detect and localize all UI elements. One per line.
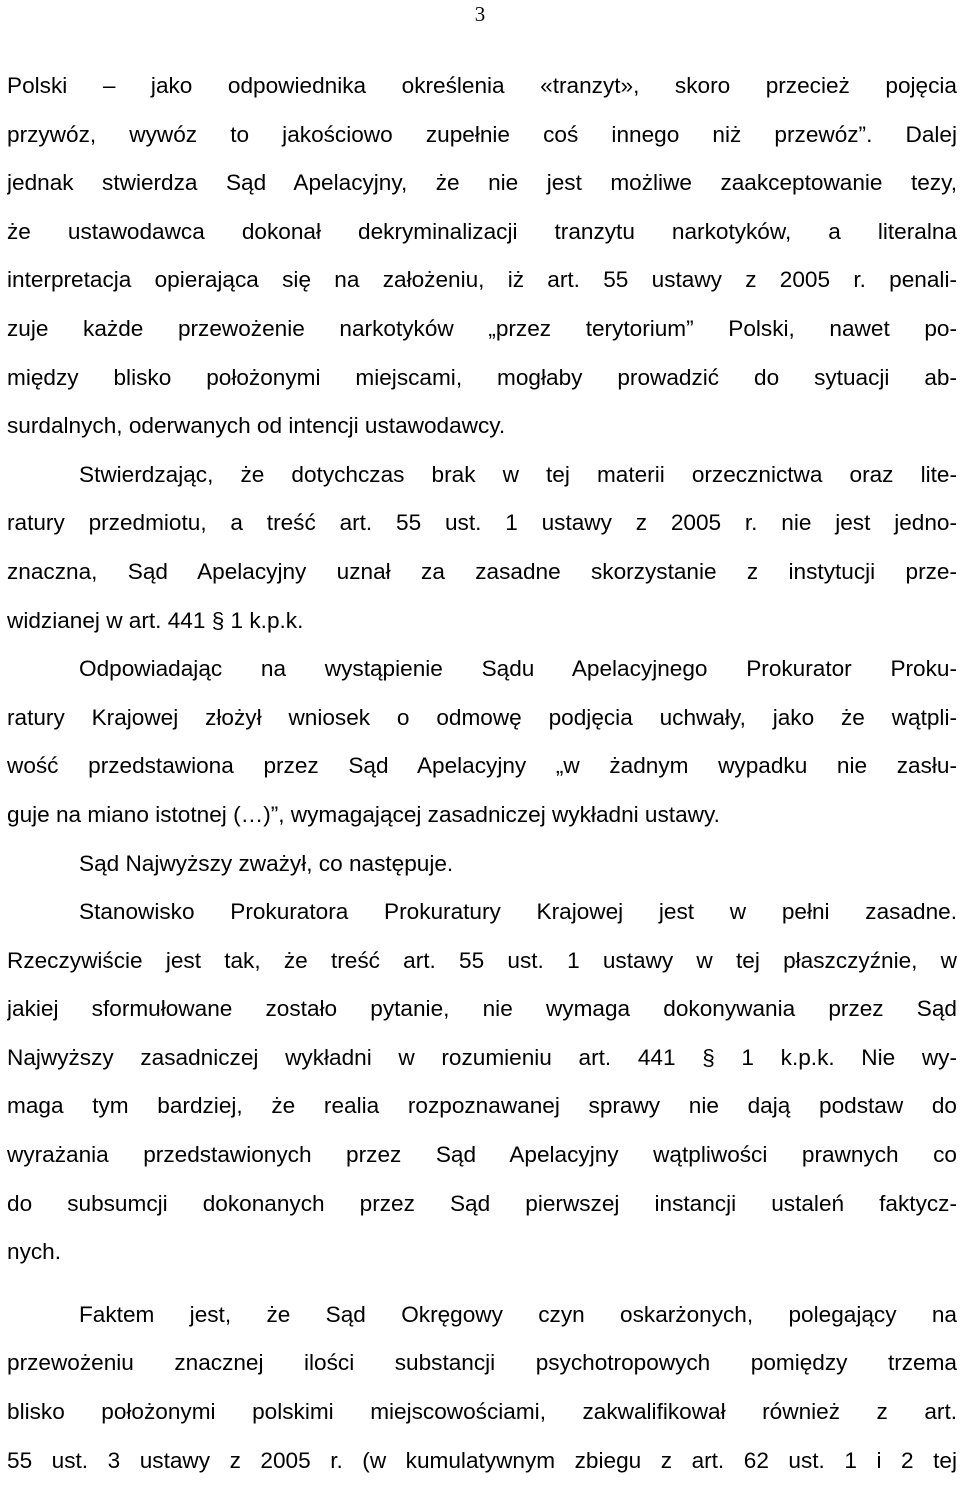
text-line: przewożeniu znacznej ilości substancji psychotropowych pomiędzy trzema bbox=[7, 1350, 957, 1376]
text-line: wość przedstawiona przez Sąd Apelacyjny „w żadnym wypadku nie zasłu- bbox=[7, 753, 957, 779]
text-line: Stanowisko Prokuratora Prokuratury Krajowej jest w pełni zasadne. bbox=[79, 899, 957, 925]
text-line: surdalnych, oderwanych od intencji ustawodawcy. bbox=[7, 413, 506, 439]
text-line: do subsumcji dokonanych przez Sąd pierwszej instancji ustaleń faktycz- bbox=[7, 1190, 957, 1216]
text-line: jakiej sformułowane zostało pytanie, nie wymaga dokonywania przez Sąd bbox=[7, 996, 957, 1022]
text-line: 55 ust. 3 ustawy z 2005 r. (w kumulatywnym zbiegu z art. 62 ust. 1 i 2 tej bbox=[7, 1447, 957, 1473]
text-line: Polski – jako odpowiednika określenia «tranzyt», skoro przecież pojęcia bbox=[7, 73, 957, 98]
text-line: Odpowiadając na wystąpienie Sądu Apelacyjnego Prokurator Proku- bbox=[79, 656, 957, 682]
text-line: że ustawodawca dokonał dekryminalizacji tranzytu narkotyków, a literalna bbox=[7, 218, 957, 244]
text-line: widzianej w art. 441 § 1 k.p.k. bbox=[7, 607, 304, 633]
text-line: ratury Krajowej złożył wniosek o odmowę podjęcia uchwały, jako że wątpli- bbox=[7, 704, 957, 730]
text-line: Rzeczywiście jest tak, że treść art. 55 ust. 1 ustawy w tej płaszczyźnie, w bbox=[7, 947, 957, 973]
text-line: Sąd Najwyższy zważył, co następuje. bbox=[79, 850, 454, 876]
text-line: Najwyższy zasadniczej wykładni w rozumieniu art. 441 § 1 k.p.k. Nie wy- bbox=[7, 1044, 957, 1070]
page-number: 3 bbox=[474, 2, 486, 26]
text-line: maga tym bardziej, że realia rozpoznawanej sprawy nie dają podstaw do bbox=[7, 1093, 957, 1119]
text-line: przywóz, wywóz to jakościowo zupełnie coś innego niż przewóz”. Dalej bbox=[7, 121, 957, 147]
text-line: znaczna, Sąd Apelacyjny uznał za zasadne skorzystanie z instytucji prze- bbox=[7, 558, 957, 584]
text-line: nych. bbox=[7, 1239, 62, 1265]
text-line: Faktem jest, że Sąd Okręgowy czyn oskarżonych, polegający na bbox=[79, 1301, 957, 1327]
text-line: guje na miano istotnej (…)”, wymagającej zasadniczej wykładni ustawy. bbox=[7, 801, 720, 827]
text-line: między blisko położonymi miejscami, mogłaby prowadzić do sytuacji ab- bbox=[7, 364, 957, 390]
document-body bbox=[7, 62, 957, 1485]
text-line: Stwierdzając, że dotychczas brak w tej materii orzecznictwa oraz lite- bbox=[79, 461, 957, 487]
text-line: zuje każde przewożenie narkotyków „przez terytorium” Polski, nawet po- bbox=[7, 315, 957, 341]
text-line: wyrażania przedstawionych przez Sąd Apelacyjny wątpliwości prawnych co bbox=[7, 1142, 957, 1168]
paragraph-gap bbox=[7, 1277, 957, 1291]
text-line: blisko położonymi polskimi miejscowościami, zakwalifikował również z art. bbox=[7, 1399, 957, 1425]
text-line: ratury przedmiotu, a treść art. 55 ust. 1 ustawy z 2005 r. nie jest jedno- bbox=[7, 510, 957, 536]
text-line: interpretacja opierająca się na założeniu, iż art. 55 ustawy z 2005 r. penali- bbox=[7, 267, 957, 293]
text-line: jednak stwierdza Sąd Apelacyjny, że nie jest możliwe zaakceptowanie tezy, bbox=[7, 170, 957, 196]
